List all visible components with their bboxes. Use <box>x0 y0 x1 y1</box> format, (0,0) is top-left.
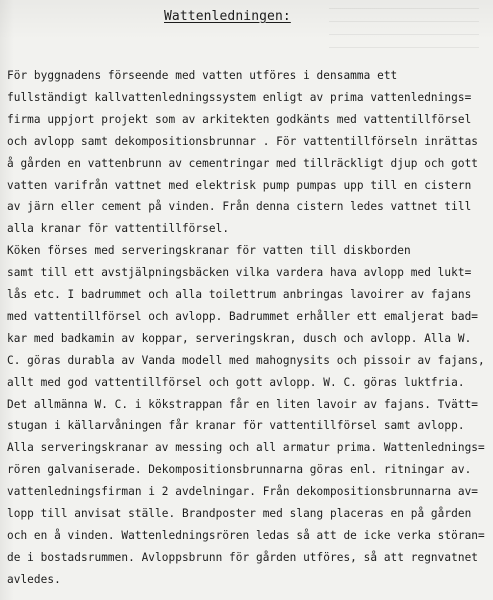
text-line: de i bostadsrummen. Avloppsbrunn för gården utföres, så att regnvatnet <box>7 550 479 564</box>
text-line: alla kranar för vattentillförsel. <box>7 222 230 236</box>
text-line: och avlopp samt dekompositionsbrunnar . För vattentillförseln inrättas <box>7 134 479 148</box>
text-line: C. göras durabla av Vanda modell med mahognysits och pissoir av fajans, <box>7 353 485 367</box>
text-line: av järn eller cement på vinden. Från denna cistern ledes vattnet till <box>7 200 472 214</box>
text-line: å gården en vattenbrunn av cementringar med tillräckligt djup och gott <box>7 156 479 170</box>
text-line: vatten varifrån vattnet med elektrisk pump pumpas upp till en cistern <box>7 178 472 192</box>
text-line: lopp till anvisat ställe. Brandposter med slang placeras en på gården <box>7 507 472 520</box>
text-line: och en å vinden. Wattenledningsrören ledas så att de icke verka störan= <box>7 528 485 542</box>
text-line: allt med god vattentillförsel och gott avlopp. W. C. göras luktfria. <box>7 375 465 389</box>
text-line: kar med badkamin av koppar, serveringskran, dusch och avlopp. Alla W. <box>7 331 472 345</box>
text-line: vattenledningsfirman i 2 avdelningar. Från dekompositionsbrunnarna av= <box>7 485 479 499</box>
text-line: lås etc. I badrummet och alla toilettrum anbringas lavoirer av fajans <box>7 288 472 301</box>
text-line: Det allmänna W. C. i kökstrappan får en liten lavoir av fajans. Tvätt= <box>7 397 479 411</box>
document-title: Wattenledningen: <box>164 9 291 24</box>
text-line: fullständigt kallvattenledningssystem enligt av prima vattenlednings= <box>7 90 472 104</box>
text-line: Köken förses med serveringskranar för vatten till diskborden <box>7 244 411 258</box>
text-line: avledes. <box>7 572 61 586</box>
text-line: med vattentillförsel och avlopp. Badrummet erhåller ett emaljerat bad= <box>7 309 479 323</box>
text-line: rören galvaniserade. Dekompositionsbrunnarna göras enl. ritningar av. <box>7 463 472 477</box>
text-line: firma uppjort projekt som av arkitekten godkänts med vattentillförsel <box>7 112 472 126</box>
text-line: samt till ett avstjälpningsbäcken vilka vardera hava avlopp med lukt= <box>7 266 472 280</box>
text-line: För byggnadens förseende med vatten utföres i densamma ett <box>7 69 398 82</box>
text-line: stugan i källarvåningen får kranar för vattentillförsel samt avlopp. <box>7 419 465 433</box>
text-line: Alla serveringskranar av messing och all armatur prima. Wattenlednings= <box>7 441 485 455</box>
